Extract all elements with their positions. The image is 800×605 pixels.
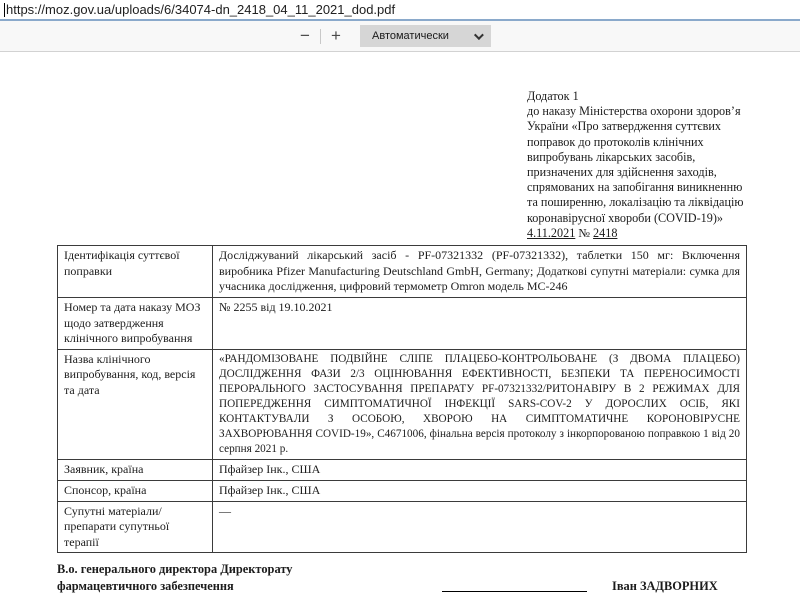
zoom-mode-value: Автоматически xyxy=(372,30,449,42)
row-label: Назва клінічного випробування, код, версія та дата xyxy=(58,349,213,459)
pdf-document xyxy=(0,89,800,595)
zoom-mode-dropdown[interactable] xyxy=(360,25,491,47)
annex-line: коронавірусної хвороби (COVID-19)» xyxy=(527,210,724,225)
row-value: № 2255 від 19.10.2021 xyxy=(213,298,747,350)
position-line: фармацевтичного забезпечення xyxy=(57,579,234,594)
annex-order-reference xyxy=(527,226,800,241)
zoom-in-button[interactable] xyxy=(324,24,348,48)
address-bar[interactable] xyxy=(0,0,800,21)
annex-line: поправок до протоколів клінічних xyxy=(527,134,704,149)
position-line: В.о. генерального директора Директорату xyxy=(57,562,293,577)
row-value: Пфайзер Інк., США xyxy=(213,459,747,480)
annex-line: Додаток 1 xyxy=(527,89,579,103)
table-row xyxy=(58,298,747,350)
amendment-table xyxy=(57,245,747,553)
minus-icon: − xyxy=(300,26,310,45)
row-label: Заявник, країна xyxy=(58,459,213,480)
row-value: Пфайзер Інк., США xyxy=(213,480,747,501)
plus-icon: + xyxy=(331,26,341,45)
row-value: — xyxy=(213,501,747,553)
text-cursor xyxy=(4,3,5,17)
annex-line: спрямованих на запобігання виникненню xyxy=(527,180,743,195)
zoom-controls xyxy=(293,24,491,48)
annex-line: та поширенню, локалізацію та ліквідацію xyxy=(527,195,744,210)
signature-block xyxy=(57,561,755,595)
row-label: Супутні матеріали/препарати супутньої терапії xyxy=(58,501,213,553)
row-label: Номер та дата наказу МОЗ щодо затвердження клінічного випробування xyxy=(58,298,213,350)
row-value: «РАНДОМІЗОВАНЕ ПОДВІЙНЕ СЛІПЕ ПЛАЦЕБО-КОНТРОЛЬОВАНЕ (З ДВОМА ПЛАЦЕБО) ДОСЛІДЖЕННЯ ФАЗИ 2/3 ОЦІНЮВАННЯ ЕФЕКТИВНОСТІ, БЕЗПЕКИ ТА ПЕРЕНОСИМОСТІ ПЕРОРАЛЬНОГО ЗАСТОСУВАННЯ ПРЕПАРАТУ PF-07321332/РИТОНАВІРУ В 2 РЕЖИМАХ ДЛЯ ПОПЕРЕДЖЕННЯ СИМПТОМАТИЧНОЇ ІНФЕКЦІЇ SARS-COV-2 У ДОРОСЛИХ ОСІБ, ЯКІ КОНТАКТУВАЛИ З ОСОБОЮ, ХВОРОЮ НА СИМПТОМАТИЧНЕ КОРОНОВІРУСНЕ ЗАХВОРЮВАННЯ COVID-19», C4671006, фінальна версія протоколу з інкорпорованою поправкою 1 від 20 серпня 2021 р. xyxy=(213,349,747,459)
annex-line: України «Про затвердження суттєвих xyxy=(527,119,722,134)
order-number: 2418 xyxy=(593,225,618,240)
number-sign: № xyxy=(578,225,590,240)
url-text[interactable]: https://moz.gov.ua/uploads/6/34074-dn_2418_04_11_2021_dod.pdf xyxy=(6,2,396,17)
table-row xyxy=(58,349,747,459)
toolbar-separator xyxy=(320,29,321,44)
signatory-name: Іван ЗАДВОРНИХ xyxy=(612,579,718,594)
row-label: Ідентифікація суттєвої поправки xyxy=(58,246,213,298)
chevron-down-icon xyxy=(474,30,484,40)
row-label: Спонсор, країна xyxy=(58,480,213,501)
annex-line: випробувань лікарських засобів, xyxy=(527,149,696,164)
signatory-position xyxy=(57,561,387,595)
table-row xyxy=(58,246,747,298)
pdf-toolbar xyxy=(0,21,800,52)
row-value: Досліджуваний лікарський засіб - PF-07321332 (PF-07321332), таблетки 150 мг: Включення виробника Pfizer Manufacturing Deutschland GmbH, Germany; Додаткові супутні матеріали: сумка для учасника дослідження, цифровий термометр Omron модель MC-246 xyxy=(213,246,747,298)
signature-line xyxy=(442,591,587,592)
annex-line: призначених для здійснення заходів, xyxy=(527,165,717,180)
order-date: 4.11.2021 xyxy=(527,225,576,240)
annex-header xyxy=(527,89,800,241)
zoom-out-button[interactable] xyxy=(293,24,317,48)
table-row xyxy=(58,459,747,480)
table-row xyxy=(58,480,747,501)
table-row xyxy=(58,501,747,553)
annex-line: до наказу Міністерства охорони здоров’я xyxy=(527,104,741,119)
